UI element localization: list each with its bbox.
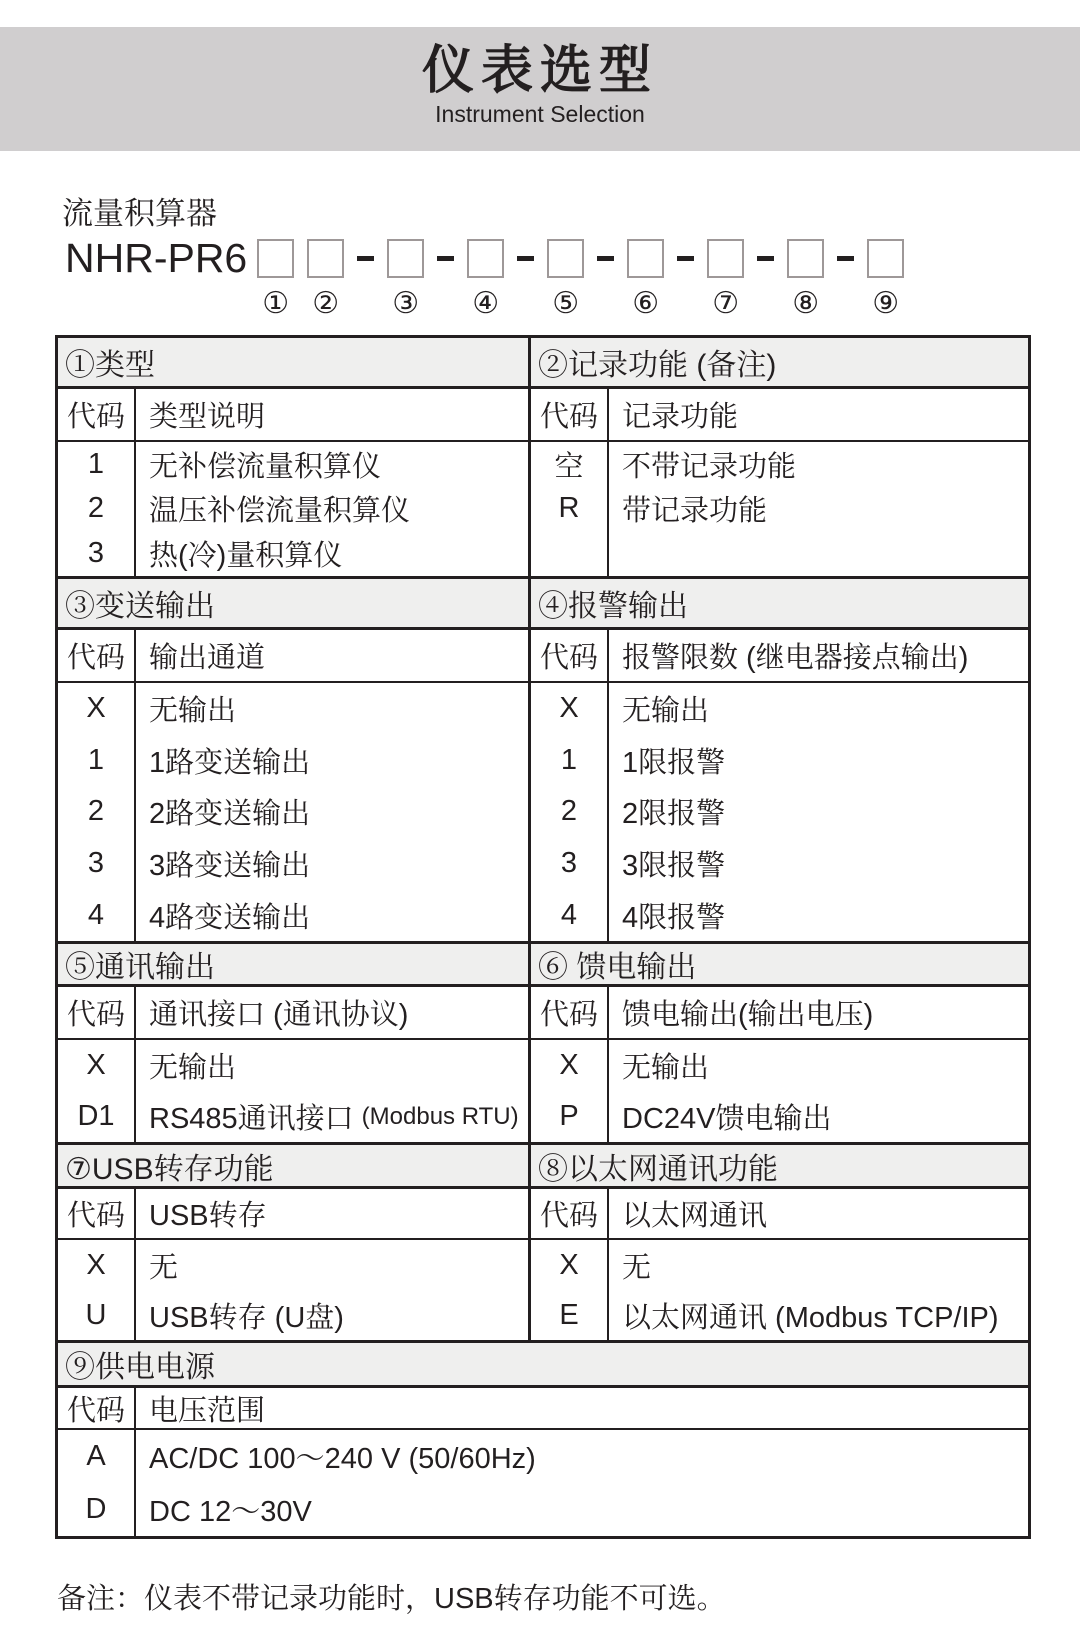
- desc-cell: [609, 1240, 1028, 1290]
- code-cell: 3: [87, 847, 105, 880]
- section-body: [58, 1240, 528, 1340]
- dash-separator: [437, 256, 454, 261]
- desc-column-header: 类型说明: [149, 401, 266, 433]
- subheader-row: [531, 987, 1028, 1040]
- section-body: [58, 1430, 1028, 1536]
- desc-cell: [136, 487, 528, 532]
- subheader-row: [58, 630, 528, 683]
- desc-text: 无输出: [622, 1052, 710, 1084]
- desc-column: [609, 683, 1028, 941]
- model-slot-1: [257, 239, 294, 320]
- desc-column: [136, 683, 528, 941]
- code-cell: 3: [87, 536, 105, 569]
- code-cell: 1: [87, 447, 105, 480]
- model-slot-2: [307, 239, 344, 320]
- desc-column: [609, 1040, 1028, 1142]
- desc-text: 1路变送输出: [149, 746, 311, 779]
- page-title: 仪表选型: [421, 42, 658, 100]
- desc-column-header: USB转存: [149, 1200, 267, 1232]
- section-communication-output: [58, 944, 531, 1142]
- code-cell: 空: [554, 450, 584, 483]
- code-cell: E: [559, 1298, 579, 1331]
- code-column: [531, 1040, 609, 1142]
- desc-column-header: 以太网通讯: [622, 1200, 768, 1232]
- model-code-box: [387, 239, 424, 278]
- desc-text: AC/DC 100～240 V (50/60Hz): [149, 1443, 536, 1475]
- code-column: [58, 1430, 136, 1536]
- code-column-header: 代码: [58, 1388, 136, 1428]
- code-column-header: 代码: [531, 389, 609, 440]
- subheader-row: [58, 389, 528, 442]
- model-code-box: [257, 239, 294, 278]
- code-column-header: 代码: [58, 389, 136, 440]
- desc-cell: [136, 786, 528, 838]
- desc-cell: [136, 1290, 528, 1340]
- desc-cell: [609, 487, 1028, 532]
- code-cell: 4: [560, 898, 578, 931]
- position-number: ⑥: [632, 287, 660, 320]
- desc-cell: [136, 1240, 528, 1290]
- code-column: [531, 442, 609, 576]
- desc-text: 无补偿流量积算仪: [149, 450, 382, 483]
- dash-separator: [357, 256, 374, 261]
- subheader-row: [531, 1189, 1028, 1240]
- position-number: ④: [472, 287, 500, 320]
- section-body: [531, 442, 1028, 576]
- desc-text: 温压补偿流量积算仪: [149, 495, 411, 528]
- code-cell: 3: [560, 847, 578, 880]
- model-code-line: [65, 235, 904, 320]
- section-header: ④报警输出: [531, 579, 1028, 630]
- section-header: ⑦USB转存功能: [58, 1145, 528, 1189]
- desc-cell: [136, 1430, 1028, 1483]
- desc-text: 2限报警: [622, 798, 726, 831]
- code-column: [58, 1040, 136, 1142]
- code-column: [58, 683, 136, 941]
- code-column-header: 代码: [58, 987, 136, 1038]
- code-cell: 2: [560, 795, 578, 828]
- dash-separator: [597, 256, 614, 261]
- section-header: ⑨供电电源: [58, 1343, 1028, 1388]
- desc-cell: [136, 1483, 1028, 1536]
- desc-cell: [136, 735, 528, 787]
- desc-column: [609, 442, 1028, 576]
- section-header: ⑤通讯输出: [58, 944, 528, 987]
- section-record: [531, 338, 1028, 576]
- desc-text: USB转存 (U盘): [149, 1301, 344, 1334]
- dash-separator: [837, 256, 854, 261]
- code-column-header: 代码: [531, 1189, 609, 1238]
- desc-column-header: 记录功能: [622, 401, 739, 433]
- desc-column: [136, 1040, 528, 1142]
- subheader-row: [531, 389, 1028, 442]
- position-number: ①: [262, 287, 290, 320]
- section-power-supply: [58, 1343, 1028, 1536]
- desc-cell: [609, 1091, 1028, 1142]
- code-cell: 1: [560, 743, 578, 776]
- model-slot-5: [547, 239, 584, 320]
- desc-text: 带记录功能: [622, 495, 768, 528]
- desc-text: 无输出: [622, 695, 710, 728]
- section-usb-transfer: [58, 1145, 531, 1340]
- code-cell: A: [86, 1440, 106, 1472]
- code-column: [531, 683, 609, 941]
- position-number: ⑤: [552, 287, 580, 320]
- code-column-header: 代码: [531, 630, 609, 681]
- subheader-row: [58, 1189, 528, 1240]
- position-number: ③: [392, 287, 420, 320]
- desc-cell: [136, 838, 528, 890]
- code-cell: X: [559, 1049, 579, 1081]
- position-number: ⑦: [712, 287, 740, 320]
- table-band-4: [58, 1142, 1028, 1340]
- dash-separator: [677, 256, 694, 261]
- desc-text: 不带记录功能: [622, 450, 797, 483]
- desc-text: 无: [622, 1251, 652, 1284]
- code-column-header: 代码: [531, 987, 609, 1038]
- desc-cell: [136, 683, 528, 735]
- page-subtitle: Instrument Selection: [435, 101, 645, 127]
- desc-cell: [609, 838, 1028, 890]
- code-cell: D1: [77, 1100, 115, 1132]
- code-cell: 1: [87, 743, 105, 776]
- table-band-2: [58, 576, 1028, 941]
- code-cell: X: [559, 692, 579, 725]
- desc-cell: [609, 1290, 1028, 1340]
- section-body: [58, 1040, 528, 1142]
- code-cell: X: [86, 1049, 106, 1081]
- code-cell: X: [86, 692, 106, 725]
- code-cell: X: [86, 1248, 106, 1281]
- section-body: [531, 683, 1028, 941]
- desc-text: 无: [149, 1251, 179, 1284]
- desc-cell: [609, 442, 1028, 487]
- section-type: [58, 338, 531, 576]
- title-band: [0, 27, 1080, 151]
- table-band-3: [58, 941, 1028, 1142]
- desc-cell: [136, 531, 528, 576]
- desc-cell: [136, 442, 528, 487]
- position-number: ⑧: [792, 287, 820, 320]
- section-body: [58, 683, 528, 941]
- desc-text: 以太网通讯 (Modbus TCP/IP): [622, 1301, 999, 1334]
- section-header: ⑧以太网通讯功能: [531, 1145, 1028, 1189]
- section-header: ⑥ 馈电输出: [531, 944, 1028, 987]
- position-number: ②: [312, 287, 340, 320]
- code-cell: R: [558, 492, 580, 525]
- model-slot-4: [467, 239, 504, 320]
- model-code-box: [467, 239, 504, 278]
- section-feed-power-output: [531, 944, 1028, 1142]
- model-code-box: [307, 239, 344, 278]
- code-cell: X: [559, 1248, 579, 1281]
- table-band-5: [58, 1340, 1028, 1536]
- code-column: [531, 1240, 609, 1340]
- desc-column-header: 馈电输出(输出电压): [622, 999, 874, 1031]
- desc-column: [136, 442, 528, 576]
- model-code-box: [627, 239, 664, 278]
- desc-text: 3路变送输出: [149, 850, 311, 883]
- table-band-1: [58, 338, 1028, 576]
- code-column-header: 代码: [58, 1189, 136, 1238]
- section-transmit-output: [58, 579, 531, 941]
- desc-column-header: 输出通道: [149, 642, 266, 674]
- code-column: [58, 442, 136, 576]
- code-cell: 4: [87, 898, 105, 931]
- footer-note: 备注：仪表不带记录功能时，USB转存功能不可选。: [57, 1583, 726, 1615]
- desc-text: 4限报警: [622, 901, 726, 934]
- desc-column-header: 电压范围: [149, 1394, 266, 1427]
- desc-text: DC24V馈电输出: [622, 1103, 832, 1135]
- desc-cell: [609, 1040, 1028, 1091]
- model-code-box: [867, 239, 904, 278]
- section-header: ①类型: [58, 338, 528, 389]
- desc-cell: [136, 889, 528, 941]
- desc-cell: [609, 786, 1028, 838]
- section-header: ②记录功能 (备注): [531, 338, 1028, 389]
- code-column-header: 代码: [58, 630, 136, 681]
- code-cell: U: [85, 1298, 107, 1331]
- model-slot-6: [627, 239, 664, 320]
- desc-column-header: 报警限数 (继电器接点输出): [622, 642, 969, 674]
- model-slot-9: [867, 239, 904, 320]
- position-number: ⑨: [872, 287, 900, 320]
- section-body: [531, 1040, 1028, 1142]
- section-alarm-output: [531, 579, 1028, 941]
- code-cell: 2: [87, 492, 105, 525]
- code-cell: D: [85, 1493, 107, 1525]
- desc-text: 无输出: [149, 1052, 237, 1084]
- desc-text-small: (Modbus RTU): [361, 1102, 519, 1130]
- subheader-row: [58, 1388, 1028, 1430]
- model-code-box: [547, 239, 584, 278]
- model-prefix: NHR-PR6: [65, 235, 248, 281]
- code-cell: P: [559, 1100, 579, 1132]
- desc-text: 2路变送输出: [149, 798, 311, 831]
- desc-text: DC 12～30V: [149, 1496, 312, 1528]
- desc-column: [136, 1240, 528, 1340]
- desc-text: 热(冷)量积算仪: [149, 539, 343, 572]
- desc-cell: [136, 1040, 528, 1091]
- code-column: [58, 1240, 136, 1340]
- model-code-box: [787, 239, 824, 278]
- desc-column: [136, 1430, 1028, 1536]
- product-label: 流量积算器: [62, 196, 217, 231]
- desc-column: [609, 1240, 1028, 1340]
- model-slot-7: [707, 239, 744, 320]
- section-body: [531, 1240, 1028, 1340]
- desc-cell: [609, 735, 1028, 787]
- desc-cell: [609, 889, 1028, 941]
- desc-text: 4路变送输出: [149, 901, 311, 934]
- model-code-box: [707, 239, 744, 278]
- selection-table: [55, 335, 1031, 1539]
- desc-text: 1限报警: [622, 746, 726, 779]
- model-slot-8: [787, 239, 824, 320]
- model-slot-3: [387, 239, 424, 320]
- desc-text: 无输出: [149, 695, 237, 728]
- section-body: [58, 442, 528, 576]
- dash-separator: [517, 256, 534, 261]
- code-cell: 2: [87, 795, 105, 828]
- desc-cell: [136, 1091, 528, 1142]
- desc-column-header: 通讯接口 (通讯协议): [149, 999, 409, 1031]
- subheader-row: [58, 987, 528, 1040]
- dash-separator: [757, 256, 774, 261]
- subheader-row: [531, 630, 1028, 683]
- desc-text: RS485通讯接口: [149, 1103, 354, 1135]
- desc-cell: [609, 683, 1028, 735]
- section-header: ③变送输出: [58, 579, 528, 630]
- section-ethernet: [531, 1145, 1028, 1340]
- desc-text: 3限报警: [622, 850, 726, 883]
